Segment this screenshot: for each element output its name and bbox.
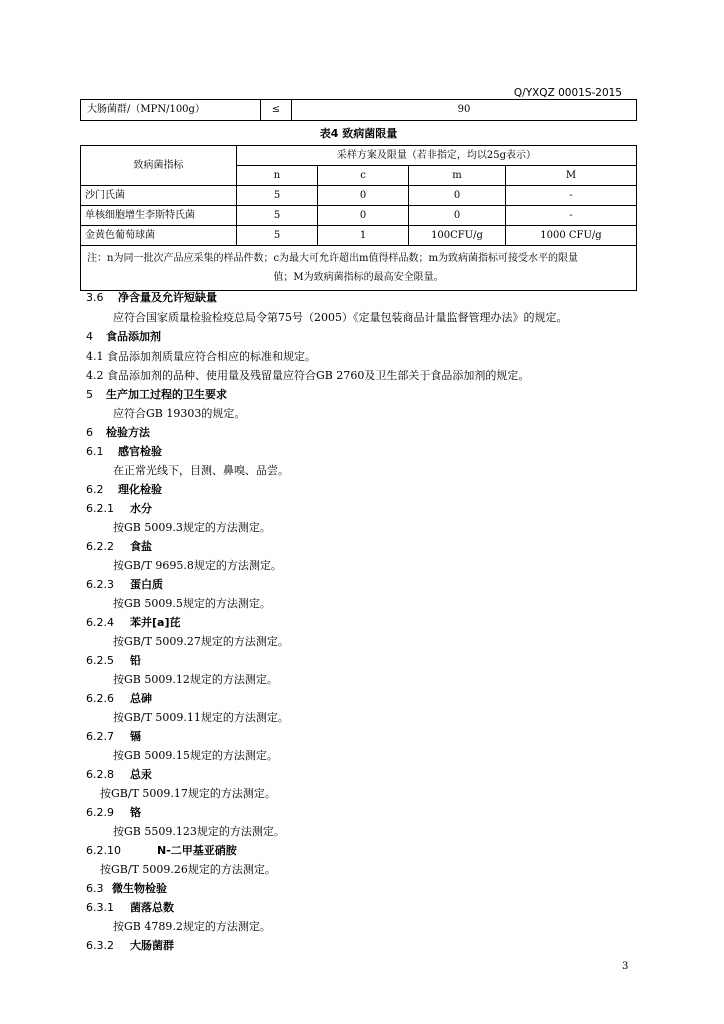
value-m: 0 bbox=[409, 186, 506, 206]
section-number: 6.2.2 bbox=[86, 540, 114, 553]
value-n: 5 bbox=[237, 206, 318, 226]
section-number: 5 bbox=[86, 388, 93, 401]
section-6-2-2-heading bbox=[86, 538, 152, 554]
pathogen-limits-table bbox=[80, 145, 637, 291]
section-3-6-heading bbox=[86, 289, 217, 305]
section-6-2-1-text: 按GB 5009.3规定的方法测定。 bbox=[113, 521, 271, 534]
value-m: 100CFU/g bbox=[409, 226, 506, 246]
section-title: 苯并[a]芘 bbox=[130, 616, 181, 629]
pathogen-name: 单核细胞增生李斯特氏菌 bbox=[81, 206, 237, 226]
section-title: 总汞 bbox=[130, 768, 152, 781]
section-6-2-10-heading bbox=[86, 842, 237, 858]
table-note bbox=[81, 246, 637, 291]
section-number: 4 bbox=[86, 330, 93, 343]
section-number: 6.2 bbox=[86, 483, 104, 496]
section-6-2-1-heading bbox=[86, 500, 152, 516]
header-m: m bbox=[409, 166, 506, 186]
section-title: 检验方法 bbox=[106, 426, 150, 439]
section-title: 铬 bbox=[130, 806, 141, 819]
limit-cell: 90 bbox=[292, 100, 637, 121]
section-number: 6.2.7 bbox=[86, 730, 114, 743]
section-title: 铅 bbox=[130, 654, 141, 667]
section-6-2-2-text: 按GB/T 9695.8规定的方法测定。 bbox=[113, 559, 282, 572]
section-6-2-9-text: 按GB 5509.123规定的方法测定。 bbox=[113, 825, 285, 838]
section-6-2-4-heading bbox=[86, 614, 180, 630]
section-6-2-3-heading bbox=[86, 576, 163, 592]
section-6-heading bbox=[86, 424, 150, 440]
section-6-2-7-text: 按GB 5009.15规定的方法测定。 bbox=[113, 749, 278, 762]
section-number: 6.1 bbox=[86, 445, 104, 458]
value-M: - bbox=[506, 186, 637, 206]
value-c: 0 bbox=[318, 186, 409, 206]
section-6-2-6-heading bbox=[86, 690, 152, 706]
section-number: 6.2.8 bbox=[86, 768, 114, 781]
section-title: 总砷 bbox=[130, 692, 152, 705]
value-m: 0 bbox=[409, 206, 506, 226]
pathogen-name: 金黄色葡萄球菌 bbox=[81, 226, 237, 246]
section-number: 6.2.3 bbox=[86, 578, 114, 591]
section-6-1-heading bbox=[86, 443, 162, 459]
table-row bbox=[81, 100, 637, 121]
page-number: 3 bbox=[622, 961, 629, 972]
section-6-2-7-heading bbox=[86, 728, 141, 744]
value-c: 1 bbox=[318, 226, 409, 246]
sampling-plan-header: 采样方案及限量（若非指定，均以25g表示） bbox=[237, 146, 637, 166]
table-header-row bbox=[81, 146, 637, 166]
section-number: 6.2.4 bbox=[86, 616, 114, 629]
operator-cell: ≤ bbox=[261, 100, 292, 121]
section-number: 6.3.2 bbox=[86, 939, 114, 952]
section-number: 3.6 bbox=[86, 291, 104, 304]
section-6-2-9-heading bbox=[86, 804, 141, 820]
table-row bbox=[81, 206, 637, 226]
section-5-heading bbox=[86, 386, 227, 402]
section-4-1-text: 4.1 食品添加剂质量应符合相应的标准和规定。 bbox=[86, 350, 316, 363]
section-6-3-1-heading bbox=[86, 899, 174, 915]
value-n: 5 bbox=[237, 186, 318, 206]
section-6-2-10-text: 按GB/T 5009.26规定的方法测定。 bbox=[100, 863, 276, 876]
section-number: 6.2.10 bbox=[86, 844, 121, 857]
section-number: 6.2.6 bbox=[86, 692, 114, 705]
previous-table bbox=[80, 99, 637, 121]
section-title: 菌落总数 bbox=[130, 901, 174, 914]
section-4-2-text: 4.2 食品添加剂的品种、使用量及残留量应符合GB 2760及卫生部关于食品添加剂的规定。 bbox=[86, 369, 530, 382]
section-title: 食盐 bbox=[130, 540, 152, 553]
section-title: 镉 bbox=[130, 730, 141, 743]
section-6-2-4-text: 按GB/T 5009.27规定的方法测定。 bbox=[113, 635, 289, 648]
section-5-text: 应符合GB 19303的规定。 bbox=[113, 407, 246, 420]
value-c: 0 bbox=[318, 206, 409, 226]
section-6-2-6-text: 按GB/T 5009.11规定的方法测定。 bbox=[113, 711, 289, 724]
section-number: 6.2.1 bbox=[86, 502, 114, 515]
section-6-1-text: 在正常光线下，目测、鼻嗅、品尝。 bbox=[113, 464, 289, 477]
section-title: 净含量及允许短缺量 bbox=[118, 291, 217, 304]
section-number: 6.3 bbox=[86, 882, 104, 895]
table-row bbox=[81, 186, 637, 206]
section-title: 食品添加剂 bbox=[106, 330, 161, 343]
section-6-2-8-text: 按GB/T 5009.17规定的方法测定。 bbox=[100, 787, 276, 800]
section-6-2-3-text: 按GB 5009.5规定的方法测定。 bbox=[113, 597, 271, 610]
section-3-6-text: 应符合国家质量检验检疫总局令第75号（2005）《定量包装商品计量监督管理办法》的规定。 bbox=[113, 311, 568, 324]
section-6-2-8-heading bbox=[86, 766, 152, 782]
section-title: 感官检验 bbox=[118, 445, 162, 458]
note-line-2: 值；M为致病菌指标的最高安全限量。 bbox=[273, 272, 444, 283]
value-M: - bbox=[506, 206, 637, 226]
section-6-2-5-text: 按GB 5009.12规定的方法测定。 bbox=[113, 673, 278, 686]
section-4-heading bbox=[86, 328, 161, 344]
section-6-2-5-heading bbox=[86, 652, 141, 668]
note-line-1: 注：n为同一批次产品应采集的样品件数；c为最大可允许超出m值得样品数；m为致病菌指标可接受水平的限量 bbox=[87, 253, 579, 264]
section-number: 6.2.9 bbox=[86, 806, 114, 819]
section-title: 微生物检验 bbox=[112, 882, 167, 895]
table-caption: 表4 致病菌限量 bbox=[319, 127, 398, 140]
indicator-header: 致病菌指标 bbox=[81, 146, 237, 186]
value-M: 1000 CFU/g bbox=[506, 226, 637, 246]
section-number: 6.2.5 bbox=[86, 654, 114, 667]
section-title: 大肠菌群 bbox=[130, 939, 174, 952]
section-title: 蛋白质 bbox=[130, 578, 163, 591]
section-6-3-1-text: 按GB 4789.2规定的方法测定。 bbox=[113, 920, 271, 933]
header-M: M bbox=[506, 166, 637, 186]
section-title: 理化检验 bbox=[118, 483, 162, 496]
section-title: 水分 bbox=[130, 502, 152, 515]
section-title: N-二甲基亚硝胺 bbox=[157, 844, 237, 857]
section-6-3-2-heading bbox=[86, 937, 174, 953]
pathogen-name: 沙门氏菌 bbox=[81, 186, 237, 206]
section-number: 6.3.1 bbox=[86, 901, 114, 914]
value-n: 5 bbox=[237, 226, 318, 246]
standard-number: Q/YXQZ 0001S-2015 bbox=[513, 87, 622, 99]
table-note-row bbox=[81, 246, 637, 291]
header-c: c bbox=[318, 166, 409, 186]
header-n: n bbox=[237, 166, 318, 186]
section-6-3-heading bbox=[86, 880, 167, 896]
section-number: 6 bbox=[86, 426, 93, 439]
section-title: 生产加工过程的卫生要求 bbox=[106, 388, 227, 401]
indicator-cell: 大肠菌群/（MPN/100g） bbox=[81, 100, 261, 121]
section-6-2-heading bbox=[86, 481, 162, 497]
table-row bbox=[81, 226, 637, 246]
